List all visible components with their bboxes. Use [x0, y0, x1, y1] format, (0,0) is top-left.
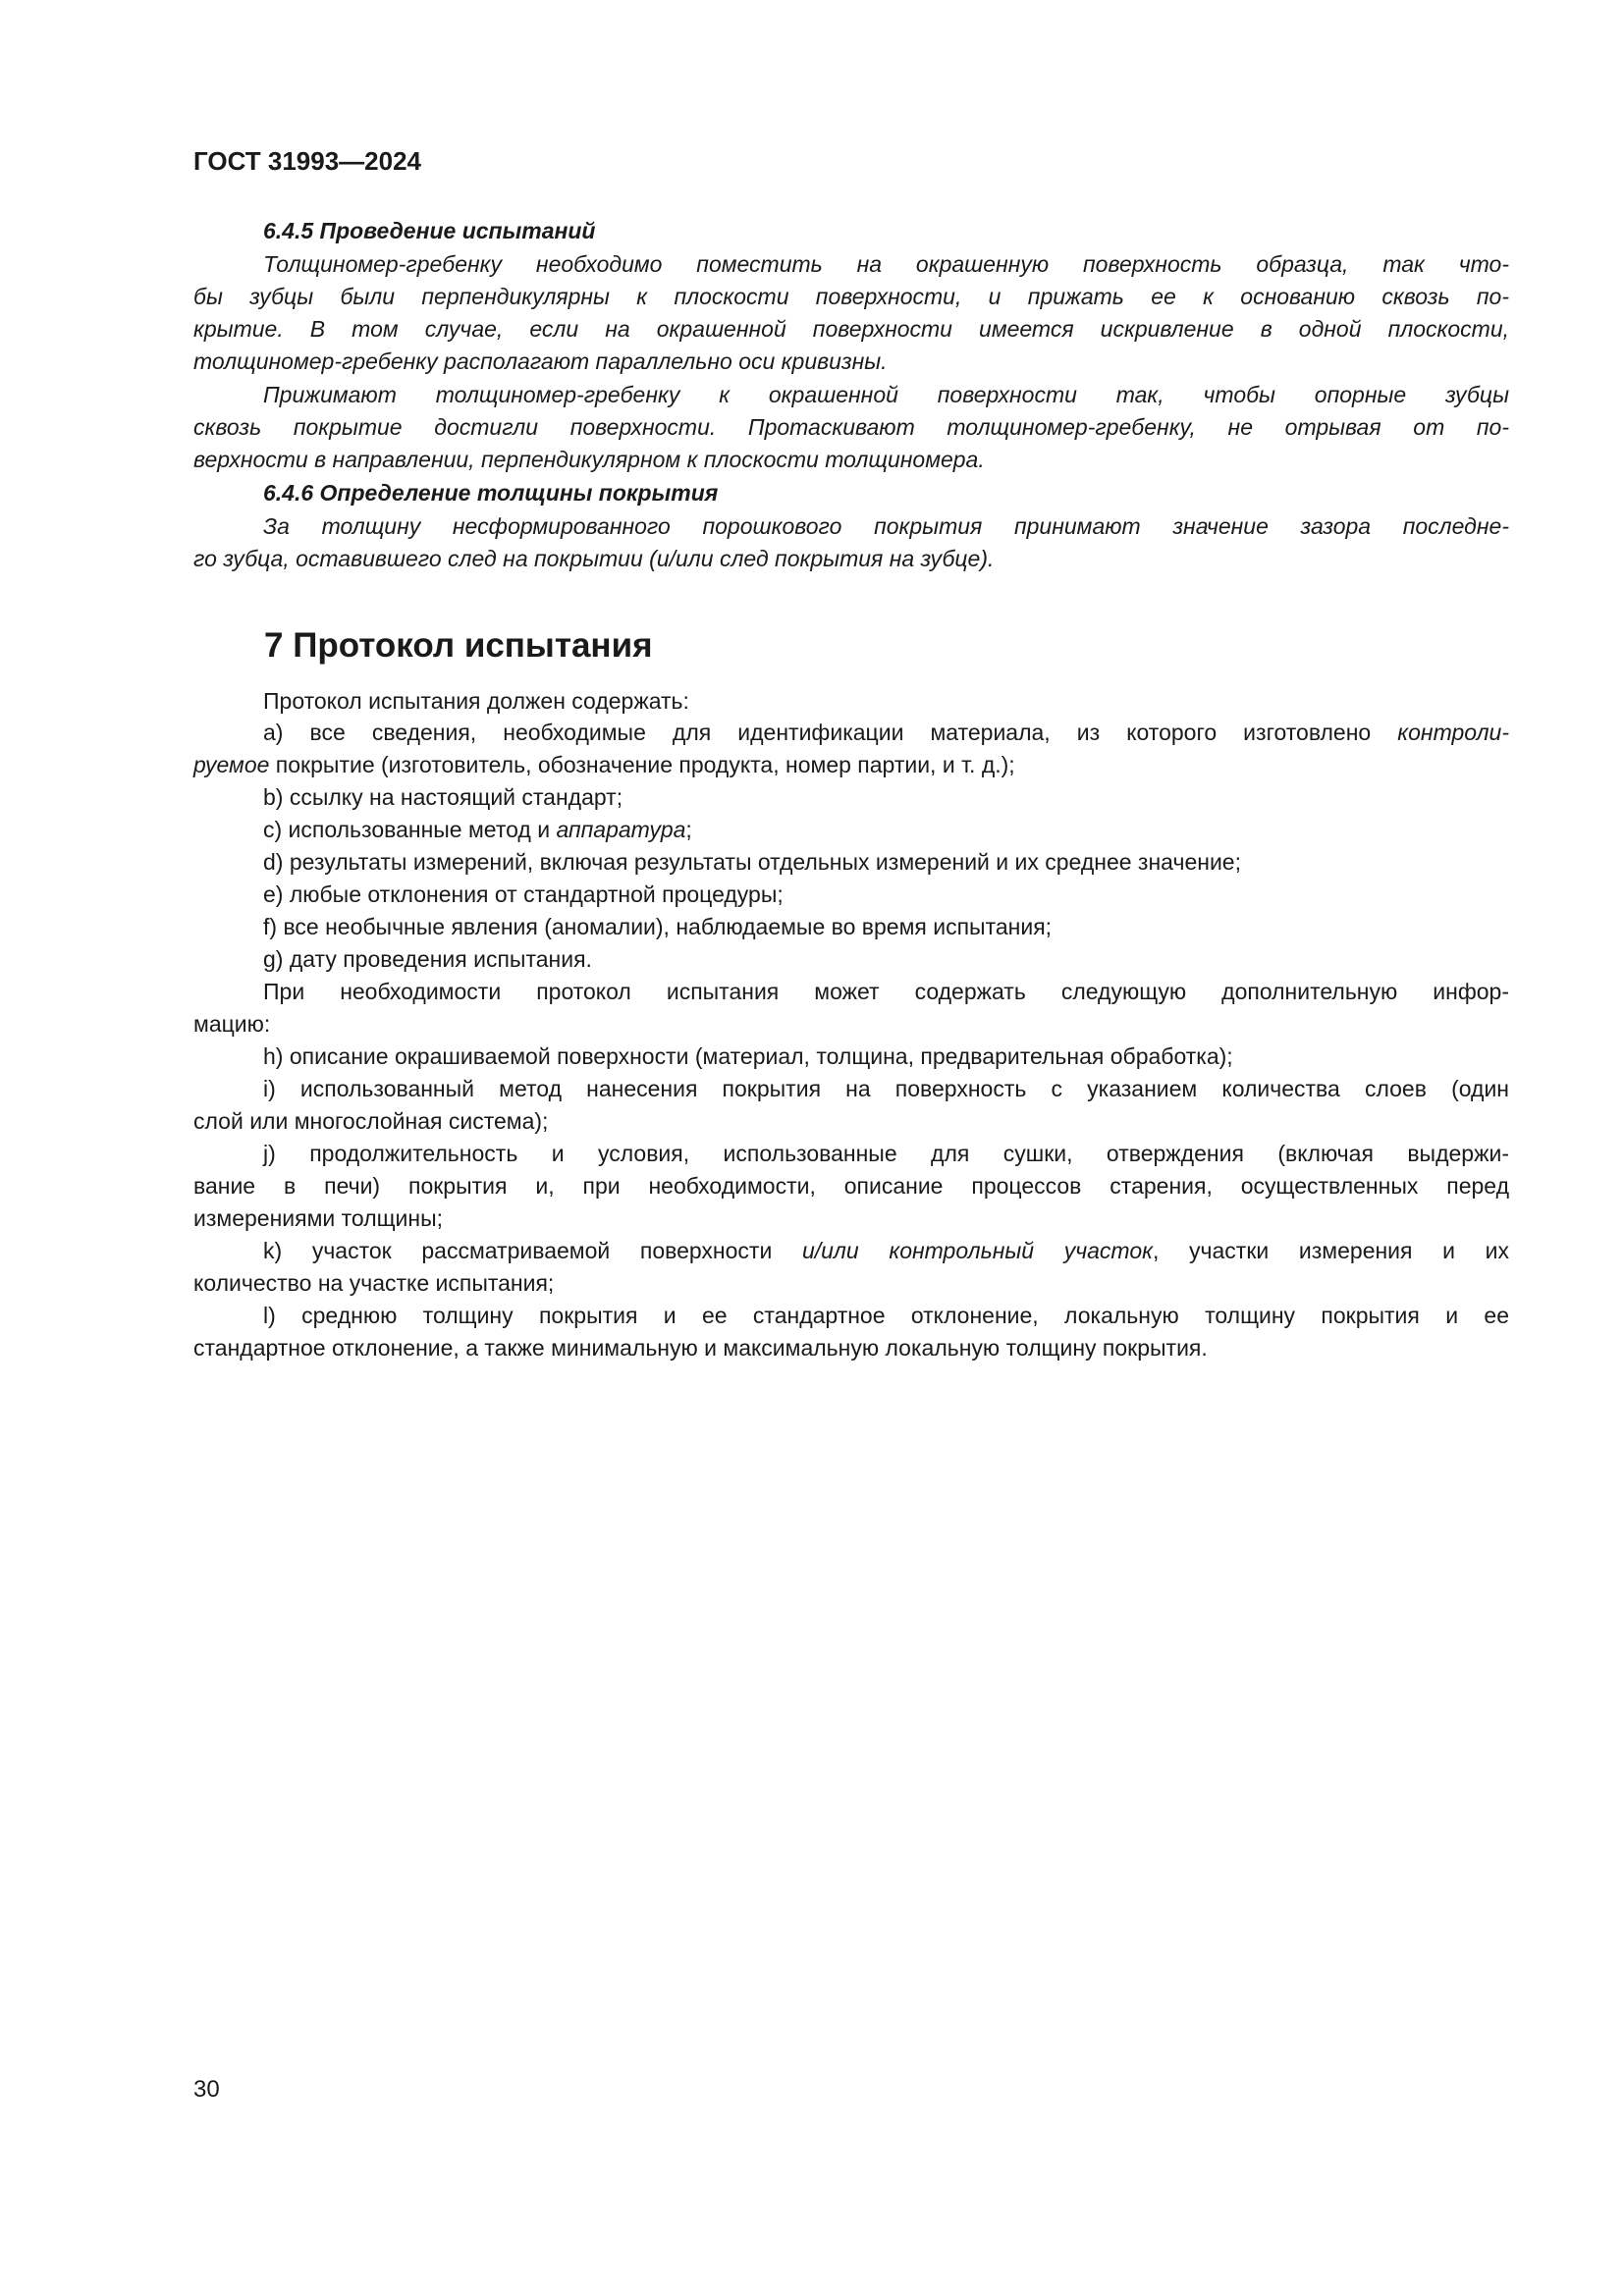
paragraph-line: верхности в направлении, перпендикулярном к плоскости толщиномера.: [193, 447, 985, 472]
list-item-j: j) продолжительность и условия, использованные для сушки, отверждения (включая выдержи-: [263, 1141, 1509, 1166]
item-text-italic: аппаратура: [556, 817, 686, 842]
list-item-b: b) ссылку на настоящий стандарт;: [263, 784, 623, 810]
paragraph-line: За толщину несформированного порошкового покрытия принимают значение зазора последне-: [263, 513, 1509, 539]
item-text: a) все сведения, необходимые для идентификации материала, из которого изготовлено: [263, 720, 1398, 745]
list-item-k-continued: количество на участке испытания;: [193, 1270, 555, 1296]
list-item-i: i) использованный метод нанесения покрытия на поверхность с указанием количества слоев (один: [263, 1076, 1509, 1101]
list-item-e: e) любые отклонения от стандартной процедуры;: [263, 881, 784, 907]
list-item-c: [263, 815, 1509, 844]
list-item-f: f) все необычные явления (аномалии), наблюдаемые во время испытания;: [263, 914, 1053, 939]
list-item-g: g) дату проведения испытания.: [263, 946, 592, 972]
list-item-h: h) описание окрашиваемой поверхности (материал, толщина, предварительная обработка);: [263, 1043, 1233, 1069]
list-item-j-continued: вание в печи) покрытия и, при необходимости, описание процессов старения, осуществленных перед: [193, 1173, 1509, 1199]
paragraph-line: Протокол испытания должен содержать:: [263, 688, 689, 714]
list-item-d: d) результаты измерений, включая результаты отдельных измерений и их среднее значение;: [263, 849, 1241, 875]
paragraph-line: бы зубцы были перпендикулярны к плоскости поверхности, и прижать ее к основанию сквозь по-: [193, 284, 1509, 309]
paragraph-line: Прижимают толщиномер-гребенку к окрашенной поверхности так, чтобы опорные зубцы: [263, 382, 1509, 407]
item-text: k) участок рассматриваемой поверхности: [263, 1238, 802, 1263]
paragraph-line: При необходимости протокол испытания может содержать следующую дополнительную инфор-: [263, 979, 1509, 1004]
list-item-l-continued: стандартное отклонение, а также минимальную и максимальную локальную толщину покрытия.: [193, 1335, 1208, 1361]
item-text-italic: и/или контрольный участок: [801, 1238, 1153, 1263]
paragraph-line: го зубца, оставившего след на покрытии (и/или след покрытия на зубце).: [193, 546, 995, 571]
list-item-k: [263, 1236, 1509, 1265]
list-item-j-continued: измерениями толщины;: [193, 1205, 444, 1231]
subsection-title-6-4-6: 6.4.6 Определение толщины покрытия: [263, 480, 719, 506]
list-item-a: [263, 718, 1509, 747]
section-title-7: 7 Протокол испытания: [264, 626, 653, 665]
paragraph-line: сквозь покрытие достигли поверхности. Протаскивают толщиномер-гребенку, не отрывая от по-: [193, 414, 1509, 440]
item-text-italic: контроли-: [1397, 720, 1509, 745]
item-text: покрытие (изготовитель, обозначение продукта, номер партии, и т. д.);: [269, 752, 1015, 777]
paragraph-line: мацию:: [193, 1011, 271, 1037]
paragraph-line: толщиномер-гребенку располагают параллельно оси кривизны.: [193, 348, 888, 374]
list-item-a-continued: [193, 750, 1509, 779]
item-text-italic: руемое: [193, 752, 270, 777]
subsection-title-6-4-5: 6.4.5 Проведение испытаний: [263, 218, 596, 243]
list-item-l: l) среднюю толщину покрытия и ее стандартное отклонение, локальную толщину покрытия и ее: [263, 1303, 1509, 1328]
paragraph-line: крытие. В том случае, если на окрашенной поверхности имеется искривление в одной плоскости,: [193, 316, 1509, 342]
list-item-i-continued: слой или многослойная система);: [193, 1108, 549, 1134]
item-text: ;: [685, 817, 692, 842]
item-text: c) использованные метод и: [263, 817, 557, 842]
document-code-header: ГОСТ 31993—2024: [193, 146, 421, 176]
item-text: , участки измерения и их: [1152, 1238, 1509, 1263]
page-number: 30: [193, 2076, 220, 2103]
paragraph-line: Толщиномер-гребенку необходимо поместить на окрашенную поверхность образца, так что-: [263, 251, 1509, 277]
